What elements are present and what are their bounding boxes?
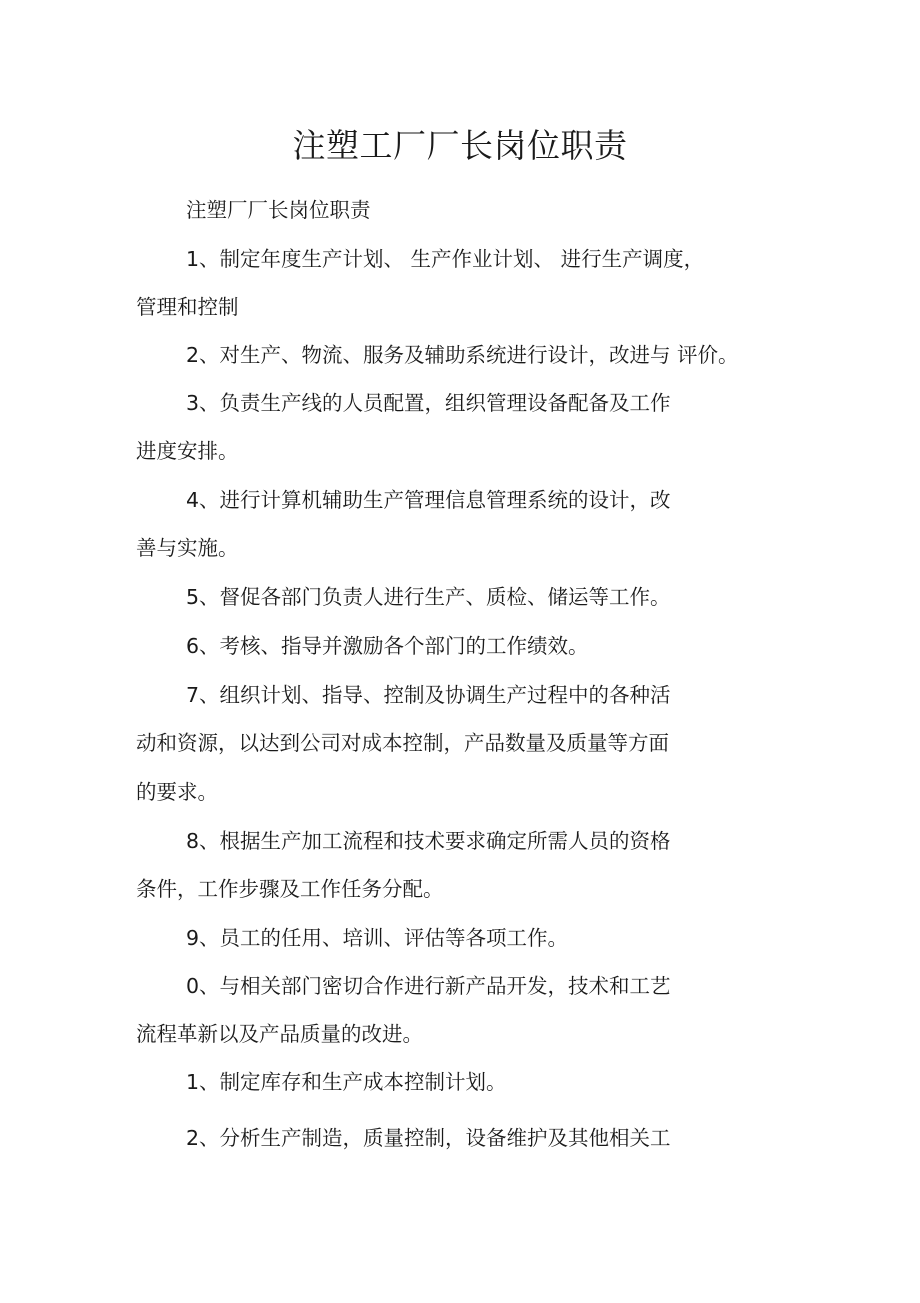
paragraph-line: 2、对生产、物流、服务及辅助系统进行设计，改进与 评价。 xyxy=(186,343,739,367)
paragraph-line: 5、督促各部门负责人进行生产、质检、储运等工作。 xyxy=(186,585,671,609)
paragraph-line: 2、分析生产制造，质量控制，设备维护及其他相关工 xyxy=(186,1126,671,1150)
paragraph-line: 9、员工的任用、培训、评估等各项工作。 xyxy=(186,926,569,950)
paragraph-line: 1、制定年度生产计划、 生产作业计划、 进行生产调度， xyxy=(186,247,705,271)
paragraph-line: 进度安排。 xyxy=(136,439,239,463)
paragraph-line: 7、组织计划、指导、控制及协调生产过程中的各种活 xyxy=(186,683,671,707)
paragraph-line: 3、负责生产线的人员配置，组织管理设备配备及工作 xyxy=(186,391,671,415)
paragraph-line: 的要求。 xyxy=(136,780,218,804)
paragraph-line: 流程革新以及产品质量的改进。 xyxy=(136,1022,423,1046)
paragraph-line: 6、考核、指导并激励各个部门的工作绩效。 xyxy=(186,634,589,658)
document-subtitle: 注塑厂厂长岗位职责 xyxy=(186,198,371,222)
paragraph-line: 条件，工作步骤及工作任务分配。 xyxy=(136,877,444,901)
paragraph-line: 管理和控制 xyxy=(136,295,239,319)
paragraph-line: 4、进行计算机辅助生产管理信息管理系统的设计，改 xyxy=(186,488,671,512)
paragraph-line: 1、制定库存和生产成本控制计划。 xyxy=(186,1070,507,1094)
document-title: 注塑工厂厂长岗位职责 xyxy=(292,126,628,165)
paragraph-line: 8、根据生产加工流程和技术要求确定所需人员的资格 xyxy=(186,829,671,853)
paragraph-line: 善与实施。 xyxy=(136,536,239,560)
paragraph-line: 0、与相关部门密切合作进行新产品开发，技术和工艺 xyxy=(186,974,671,998)
paragraph-line: 动和资源，以达到公司对成本控制，产品数量及质量等方面 xyxy=(136,731,669,755)
